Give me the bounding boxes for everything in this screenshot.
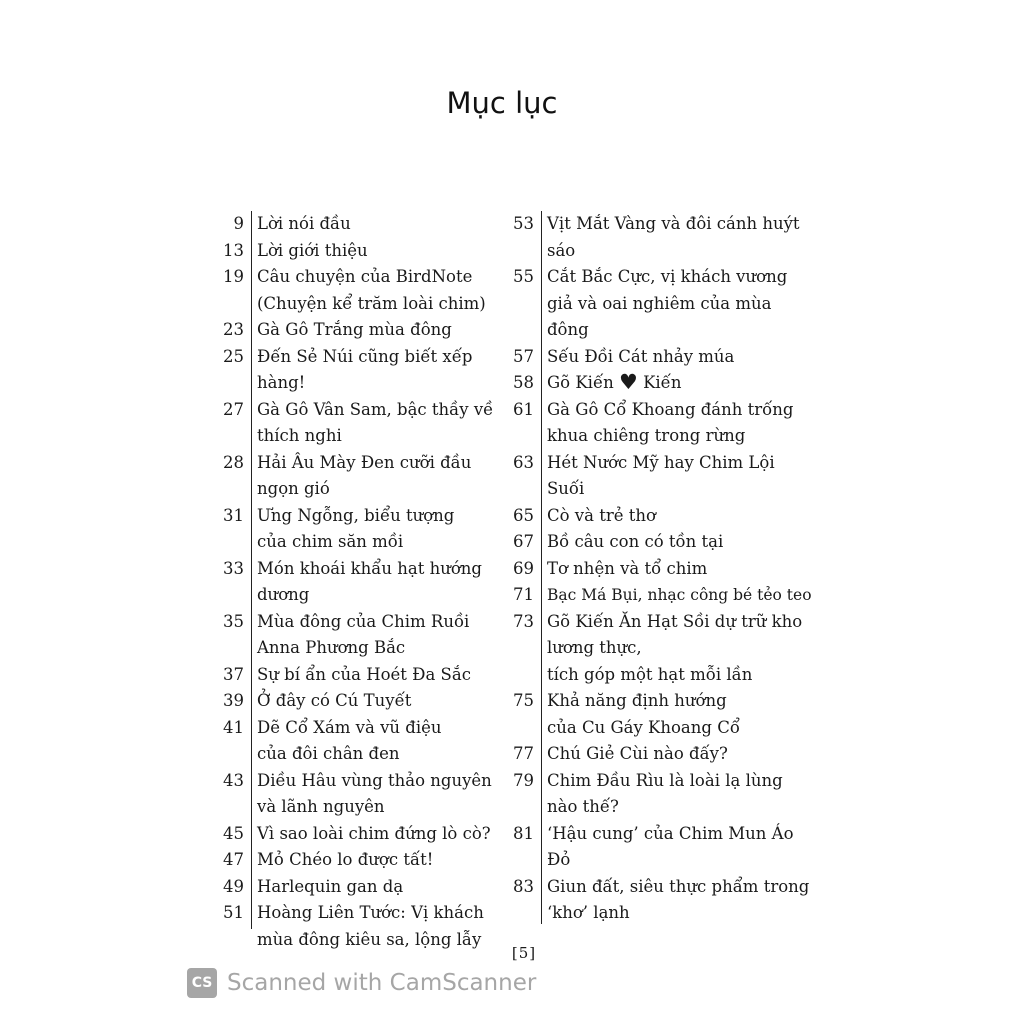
toc-entry: [513, 344, 817, 371]
toc-entry: [513, 688, 817, 741]
toc-entry-title: Mỏ Chéo lo được tất!: [257, 850, 434, 869]
toc-entry-title: Khả năng định hướng của Cu Gáy Khoang Cổ: [547, 691, 740, 737]
toc-entry-title: Đến Sẻ Núi cũng biết xếp hàng!: [257, 346, 473, 392]
toc-page-number: 58: [513, 373, 534, 392]
toc-page-number: 47: [223, 850, 244, 869]
toc-entry-title: Hét Nước Mỹ hay Chim Lội Suối: [547, 452, 775, 498]
toc-entry-title: Tơ nhện và tổ chim: [547, 558, 708, 578]
toc-entry: [223, 238, 517, 265]
toc-entry: [223, 715, 517, 768]
toc-entry-title: Mùa đông của Chim Ruồi Anna Phương Bắc: [257, 611, 470, 657]
toc-page-number: 61: [513, 399, 534, 419]
toc-entry: [513, 529, 817, 556]
toc-entry-title: Gà Gô Trắng mùa đông: [257, 320, 452, 339]
toc-page-number: 67: [513, 532, 534, 551]
toc-entry-title: Diều Hâu vùng thảo nguyên và lãnh nguyên: [257, 770, 492, 816]
toc-entry-title: Hải Âu Mày Đen cưỡi đầu ngọn gió: [257, 452, 472, 498]
toc-page-number: 79: [513, 770, 534, 790]
toc-page-number: 63: [513, 452, 534, 472]
toc-page-number: 73: [513, 611, 534, 631]
toc-page-number: 25: [223, 346, 244, 366]
toc-entry: [513, 556, 817, 583]
toc-entry-title: Vịt Mắt Vàng và đôi cánh huýt sáo: [547, 214, 800, 260]
toc-entry: [223, 397, 517, 450]
toc-page-number: 77: [513, 744, 534, 763]
toc-entry: [233, 211, 517, 238]
toc-entry: [223, 847, 517, 874]
toc-entry-title: Giun đất, siêu thực phẩm trong ‘khơ’ lạnh: [547, 876, 810, 922]
toc-entry: [223, 344, 517, 397]
toc-page-number: 23: [223, 320, 244, 339]
page-number: [5]: [511, 944, 537, 962]
toc-entry-title: Cắt Bắc Cực, vị khách vương giả và oai nghiêm của mùa đông: [547, 267, 788, 339]
toc-entry: [223, 821, 517, 848]
toc-entry: [513, 874, 817, 927]
toc-entry-title: Sự bí ẩn của Hoét Đa Sắc: [257, 664, 471, 684]
toc-entry: [513, 264, 817, 344]
toc-page-number: 28: [223, 452, 244, 472]
camscanner-logo-icon: CS: [187, 968, 217, 998]
toc-page-number: 71: [513, 585, 534, 604]
toc-entry-title: [542, 370, 817, 397]
toc-entry: [513, 768, 817, 821]
toc-entry-title: Câu chuyện của BirdNote (Chuyện kể trăm loài chim): [257, 267, 486, 313]
toc-page-number: 19: [223, 267, 244, 286]
toc-page-number: 57: [513, 346, 534, 366]
toc-page-number: 45: [223, 823, 244, 843]
toc-page-number: 41: [223, 717, 244, 737]
toc-entry: [223, 450, 517, 503]
toc-entry-title: Dẽ Cổ Xám và vũ điệu của đôi chân đen: [257, 717, 442, 763]
toc-page-number: 69: [513, 558, 534, 578]
toc-entry: [513, 582, 817, 609]
toc-page-number: 33: [223, 558, 244, 578]
toc-entry-title: Vì sao loài chim đứng lò cò?: [257, 823, 491, 843]
toc-entry: [513, 450, 817, 503]
toc-entry: [513, 211, 817, 264]
toc-page-number: 83: [513, 876, 534, 896]
toc-page-number: 51: [223, 903, 244, 922]
toc-entry: [223, 556, 517, 609]
toc-page-number: 49: [223, 876, 244, 896]
toc-page-number: 39: [223, 691, 244, 710]
toc-page-number: 37: [223, 664, 244, 684]
toc-page-number: 13: [223, 240, 244, 260]
toc-entry: [223, 662, 517, 689]
page-title: Mục lục: [446, 86, 558, 120]
toc-page-number: 27: [223, 399, 244, 419]
toc-page-number: 9: [233, 214, 244, 233]
toc-entry: [513, 370, 817, 397]
toc-entry-title: Ở đây có Cú Tuyết: [257, 691, 412, 710]
toc-entry: [513, 741, 817, 768]
toc-entry-title: Bạc Má Bụi, nhạc công bé tẻo teo: [547, 586, 812, 604]
toc-entry-title: Hoàng Liên Tước: Vị khách mùa đông kiêu sa, lộng lẫy: [257, 903, 484, 949]
camscanner-watermark: [187, 966, 536, 1000]
toc-entry: [223, 609, 517, 662]
toc-entry: [223, 768, 517, 821]
toc-entry: [513, 397, 817, 450]
toc-entry-title: Ưng Ngỗng, biểu tượng của chim săn mồi: [257, 505, 455, 551]
toc-entry: [223, 874, 517, 901]
toc-entry-title: Gà Gô Cổ Khoang đánh trống khua chiêng trong rừng: [547, 399, 794, 445]
toc-page-number: 81: [513, 823, 534, 843]
toc-entry: [223, 264, 517, 317]
toc-entry-title: Chú Giẻ Cùi nào đấy?: [547, 744, 728, 763]
toc-entry-title: Chim Đầu Rìu là loài lạ lùng nào thế?: [547, 770, 783, 816]
toc-page-number: 43: [223, 770, 244, 790]
toc-entry: [513, 503, 817, 530]
toc-entry-title: Lời nói đầu: [257, 214, 351, 233]
watermark-text: Scanned with CamScanner: [227, 970, 537, 996]
toc-page-number: 75: [513, 691, 534, 710]
toc-entry-title: Bồ câu con có tồn tại: [547, 532, 724, 551]
toc-left-column: [223, 211, 517, 949]
toc-page-number: 53: [513, 214, 534, 233]
toc-page-number: 35: [223, 611, 244, 631]
toc-right-column: [513, 211, 817, 924]
toc-entry-title: Sếu Đồi Cát nhảy múa: [547, 346, 735, 366]
toc-entry: [223, 317, 517, 344]
toc-entry-title: Harlequin gan dạ: [257, 876, 404, 896]
toc-entry-title-part: Kiến: [637, 373, 682, 392]
toc-page-number: 31: [223, 505, 244, 525]
toc-entry-title: Lời giới thiệu: [257, 240, 368, 260]
toc-entry: [223, 688, 517, 715]
toc-entry-title: Món khoái khẩu hạt hướng dương: [257, 558, 482, 604]
heart-icon: ♥: [619, 370, 638, 394]
toc-entry-title: Gà Gô Vân Sam, bậc thầy về thích nghi: [257, 399, 494, 445]
toc-page-number: 65: [513, 505, 534, 525]
toc-entry: [223, 503, 517, 556]
toc-entry-title-part: Gõ Kiến: [547, 373, 619, 392]
toc-page-number: 55: [513, 267, 534, 286]
toc-entry-title: Gõ Kiến Ăn Hạt Sồi dự trữ kho lương thực, tích góp một hạt mỗi lần: [547, 611, 803, 684]
toc-entry-title: Cò và trẻ thơ: [547, 505, 656, 525]
toc-entry-title: ‘Hậu cung’ của Chim Mun Áo Đỏ: [547, 823, 794, 869]
toc-entry: [513, 821, 817, 874]
toc-entry: [513, 609, 817, 689]
